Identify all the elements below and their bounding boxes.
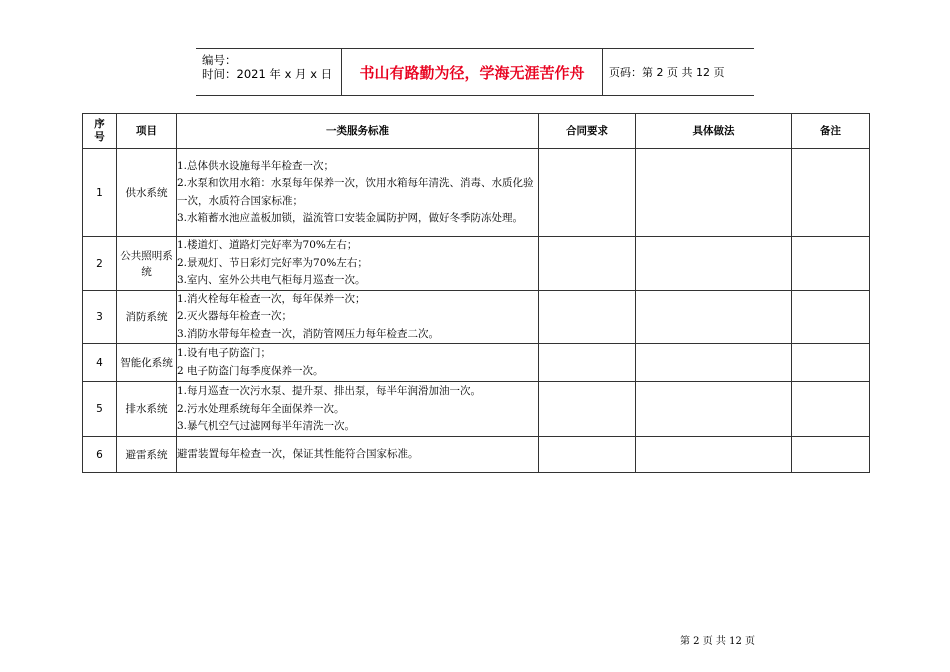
header-item: 项目 xyxy=(117,114,177,149)
header-contract: 合同要求 xyxy=(539,114,636,149)
table-header-row xyxy=(83,114,870,149)
row-standard xyxy=(177,237,539,291)
standard-line: 3.消防水带每年检查一次，消防管网压力每年检查二次。 xyxy=(177,327,440,340)
row-item: 公共照明系统 xyxy=(117,237,177,291)
row-no: 4 xyxy=(83,344,117,382)
standard-line: 避雷装置每年检查一次，保证其性能符合国家标准。 xyxy=(177,448,419,461)
row-remark xyxy=(792,437,870,473)
row-method xyxy=(636,237,792,291)
header-method: 具体做法 xyxy=(636,114,792,149)
header-standard: 一类服务标准 xyxy=(177,114,539,149)
row-contract xyxy=(539,237,636,291)
row-standard xyxy=(177,344,539,382)
row-no: 1 xyxy=(83,149,117,237)
page-footer: 第 2 页 共 12 页 xyxy=(680,636,755,647)
row-standard xyxy=(177,437,539,473)
table-row xyxy=(83,382,870,437)
row-contract xyxy=(539,344,636,382)
header-motto: 书山有路勤为径，学海无涯苦作舟 xyxy=(341,49,603,95)
header-remark: 备注 xyxy=(792,114,870,149)
row-remark xyxy=(792,344,870,382)
row-standard xyxy=(177,149,539,237)
row-contract xyxy=(539,382,636,437)
row-method xyxy=(636,291,792,344)
table-row xyxy=(83,437,870,473)
row-item: 排水系统 xyxy=(117,382,177,437)
header-page-label: 页码：第 2 页 共 12 页 xyxy=(609,66,725,79)
standard-line: 1.设有电子防盗门； xyxy=(177,347,272,360)
service-standard-table xyxy=(82,113,870,473)
table-row xyxy=(83,291,870,344)
page-header xyxy=(196,48,754,96)
standard-line: 2 电子防盗门每季度保养一次。 xyxy=(177,364,324,377)
standard-line: 2.水泵和饮用水箱：水泵每年保养一次，饮用水箱每年清洗、消毒、水质化验一次，水质符合国家标准； xyxy=(177,177,534,207)
row-remark xyxy=(792,382,870,437)
header-no: 序号 xyxy=(83,114,117,149)
row-method xyxy=(636,344,792,382)
row-method xyxy=(636,437,792,473)
row-method xyxy=(636,149,792,237)
code-label: 编号： xyxy=(202,53,237,67)
row-item: 消防系统 xyxy=(117,291,177,344)
standard-line: 1.每月巡查一次污水泵、提升泵、排出泵，每半年润滑加油一次。 xyxy=(177,385,482,398)
row-remark xyxy=(792,149,870,237)
standard-line: 2.污水处理系统每年全面保养一次。 xyxy=(177,402,345,415)
standard-line: 3.暴气机空气过滤网每半年清洗一次。 xyxy=(177,419,356,432)
row-standard xyxy=(177,382,539,437)
row-item: 智能化系统 xyxy=(117,344,177,382)
standard-line: 1.楼道灯、道路灯完好率为70%左右； xyxy=(177,239,358,252)
table-row xyxy=(83,237,870,291)
table-row xyxy=(83,149,870,237)
row-no: 6 xyxy=(83,437,117,473)
standard-line: 3.室内、室外公共电气柜每月巡查一次。 xyxy=(177,274,366,287)
time-label: 时间：2021 年 x 月 x 日 xyxy=(202,67,333,81)
row-method xyxy=(636,382,792,437)
standard-line: 2.景观灯、节日彩灯完好率为70%左右； xyxy=(177,256,368,269)
row-contract xyxy=(539,149,636,237)
standard-line: 3.水箱蓄水池应盖板加锁，溢流管口安装金属防护网，做好冬季防冻处理。 xyxy=(177,211,524,224)
table-row xyxy=(83,344,870,382)
row-contract xyxy=(539,437,636,473)
row-contract xyxy=(539,291,636,344)
row-remark xyxy=(792,237,870,291)
row-remark xyxy=(792,291,870,344)
row-no: 2 xyxy=(83,237,117,291)
row-standard xyxy=(177,291,539,344)
row-no: 5 xyxy=(83,382,117,437)
row-item: 避雷系统 xyxy=(117,437,177,473)
row-no: 3 xyxy=(83,291,117,344)
standard-line: 2.灭火器每年检查一次； xyxy=(177,310,293,323)
header-meta xyxy=(196,49,341,95)
row-item: 供水系统 xyxy=(117,149,177,237)
standard-line: 1.总体供水设施每半年检查一次； xyxy=(177,159,335,172)
standard-line: 1.消火栓每年检查一次，每年保养一次； xyxy=(177,293,366,305)
